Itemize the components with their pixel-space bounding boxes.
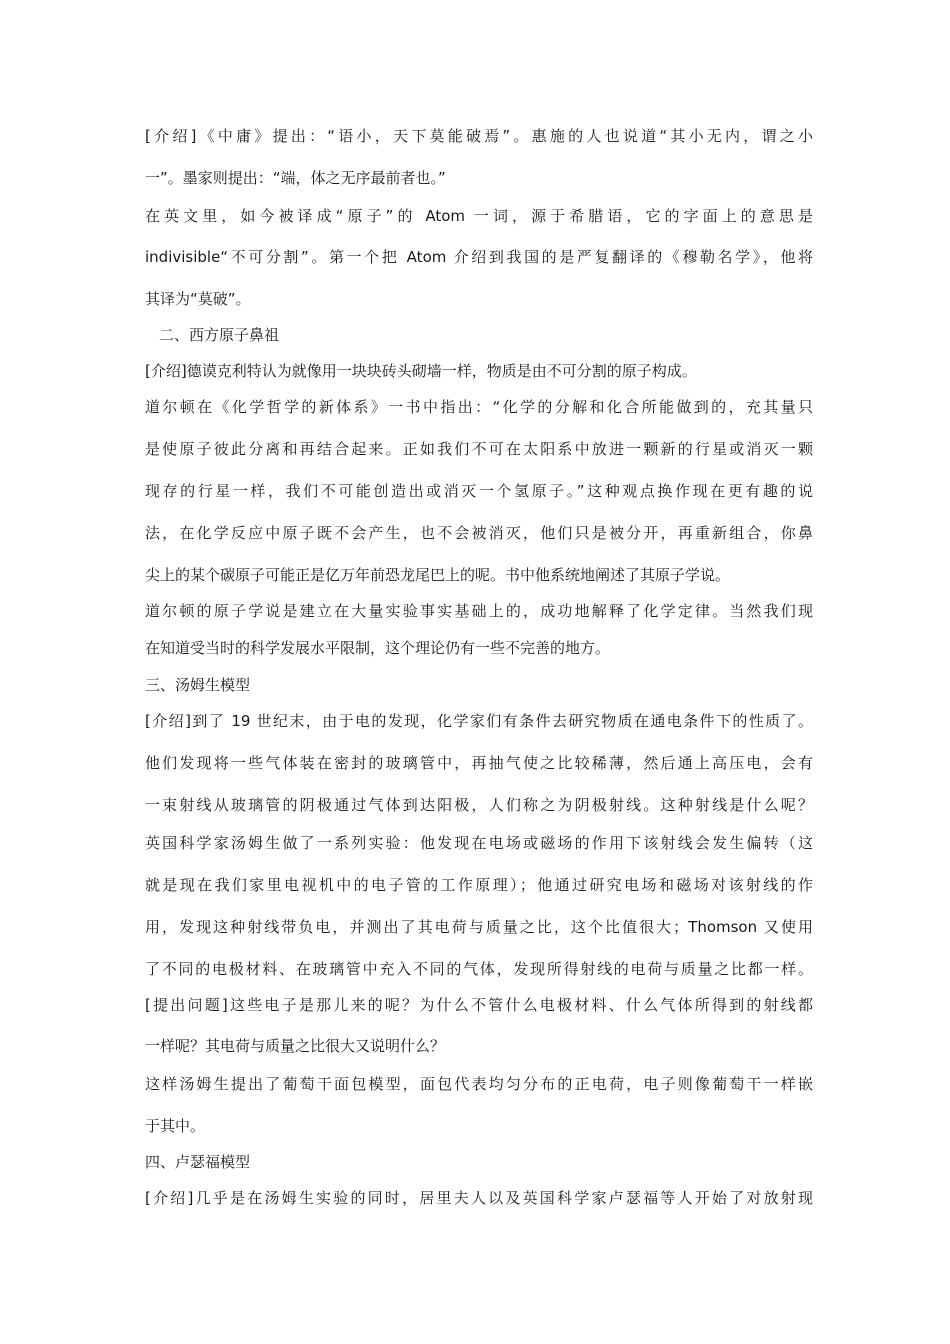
text-line: 就是现在我们家里电视机中的电子管的工作原理）；他通过研究电场和磁场对该射线的作 <box>145 876 813 894</box>
text-line: [介绍]德谟克利特认为就像用一块块砖头砌墙一样，物质是由不可分割的原子构成。 <box>145 362 697 380</box>
text-line: [介绍]《中庸》提出：“语小，天下莫能破焉”。惠施的人也说道“其小无内，谓之小 <box>145 127 813 145</box>
text-line: 一束射线从玻璃管的阴极通过气体到达阳极，人们称之为阴极射线。这种射线是什么呢？ <box>145 796 813 814</box>
section-heading: 二、西方原子鼻祖 <box>159 326 280 344</box>
text-line: 用，发现这种射线带负电，并测出了其电荷与质量之比，这个比值很大；Thomson 又使用 <box>145 918 813 936</box>
text-line: 尖上的某个碳原子可能正是亿万年前恐龙尾巴上的呢。书中他系统地阐述了其原子学说。 <box>145 566 731 584</box>
text-line: [介绍]到了 19 世纪末，由于电的发现，化学家们有条件去研究物质在通电条件下的性质了。 <box>145 712 813 730</box>
text-line: [提出问题]这些电子是那儿来的呢？为什么不管什么电极材料、什么气体所得到的射线都 <box>145 996 813 1014</box>
text-line: 一”。墨家则提出：“端，体之无序最前者也。” <box>145 169 446 187</box>
text-line: 道尔顿的原子学说是建立在大量实验事实基础上的，成功地解释了化学定律。当然我们现 <box>145 602 813 620</box>
text-line: 在英文里，如今被译成“原子”的 Atom 一词，源于希腊语，它的字面上的意思是 <box>145 207 813 225</box>
text-line: [介绍]几乎是在汤姆生实验的同时，居里夫人以及英国科学家卢瑟福等人开始了对放射现 <box>145 1189 813 1207</box>
text-line: 在知道受当时的科学发展水平限制，这个理论仍有一些不完善的地方。 <box>145 639 611 657</box>
text-line: 了不同的电极材料、在玻璃管中充入不同的气体，发现所得射线的电荷与质量之比都一样。 <box>145 960 813 978</box>
text-line: 道尔顿在《化学哲学的新体系》一书中指出：“化学的分解和化合所能做到的，充其量只 <box>145 398 813 416</box>
text-line: 现存的行星一样，我们不可能创造出或消灭一个氢原子。”这种观点换作现在更有趣的说 <box>145 482 813 500</box>
text-line: 是使原子彼此分离和再结合起来。正如我们不可在太阳系中放进一颗新的行星或消灭一颗 <box>145 440 813 458</box>
section-heading: 三、汤姆生模型 <box>145 676 251 694</box>
text-line: 他们发现将一些气体装在密封的玻璃管中，再抽气使之比较稀薄，然后通上高压电，会有 <box>145 754 813 772</box>
text-line: 一样呢？其电荷与质量之比很大又说明什么？ <box>145 1037 446 1055</box>
text-line: 英国科学家汤姆生做了一系列实验：他发现在电场或磁场的作用下该射线会发生偏转（这 <box>145 834 813 852</box>
text-line: 法，在化学反应中原子既不会产生，也不会被消灭，他们只是被分开，再重新组合，你鼻 <box>145 524 813 542</box>
text-line: 其译为“莫破”。 <box>145 290 251 308</box>
section-heading: 四、卢瑟福模型 <box>145 1153 251 1171</box>
text-line: indivisible“不可分割”。第一个把 Atom 介绍到我国的是严复翻译的《穆勒名学》，他将 <box>145 248 813 266</box>
text-line: 于其中。 <box>145 1117 206 1135</box>
text-line: 这样汤姆生提出了葡萄干面包模型，面包代表均匀分布的正电荷，电子则像葡萄干一样嵌 <box>145 1075 813 1093</box>
